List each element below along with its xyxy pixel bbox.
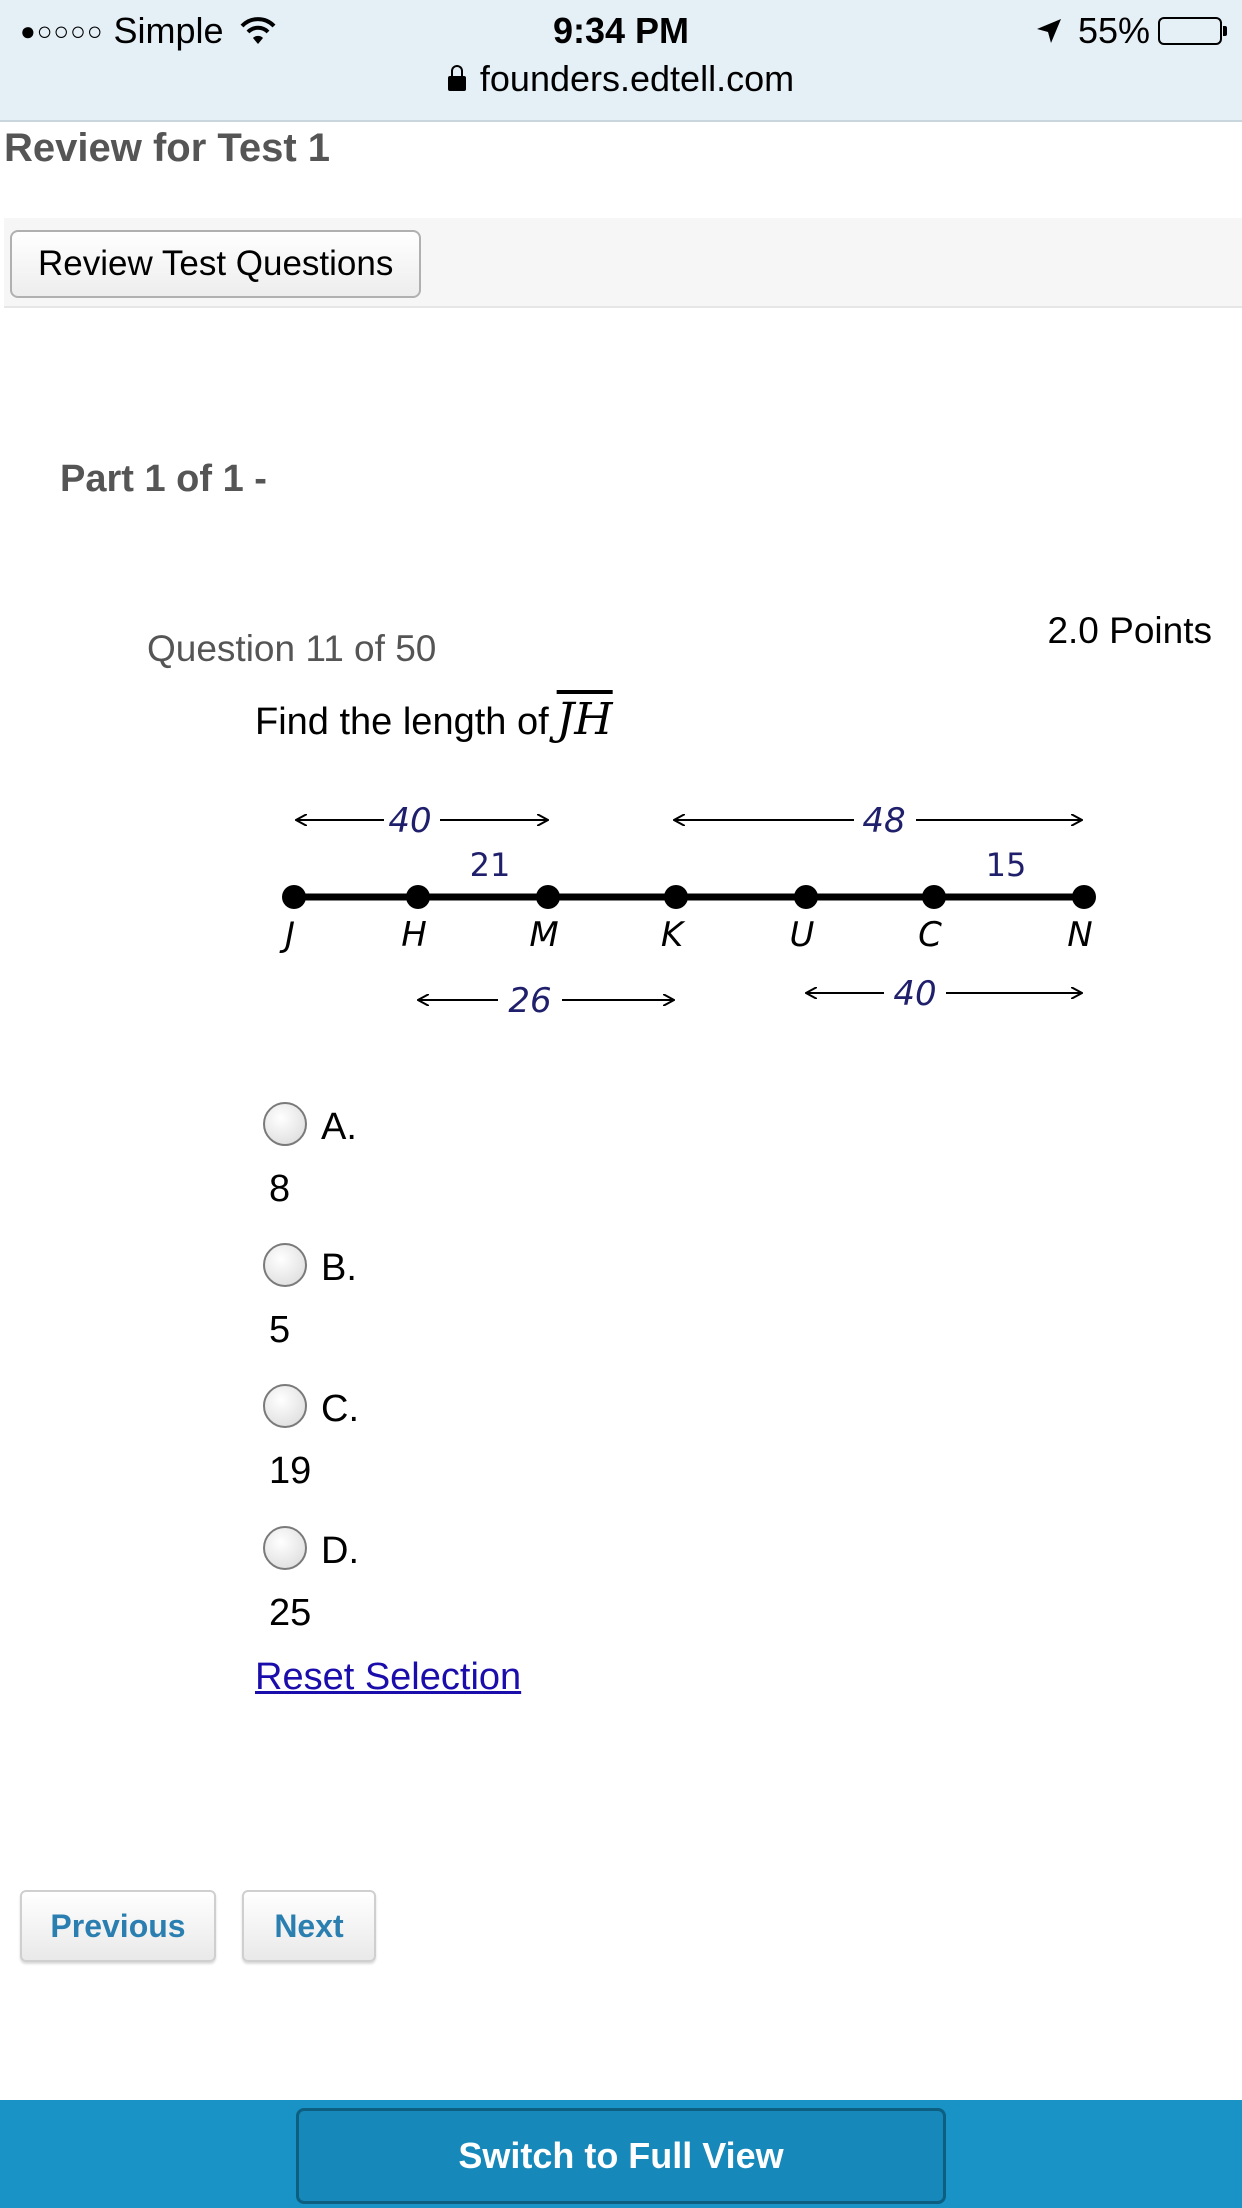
question-points: 2.0 Points [1047, 610, 1212, 651]
question-prompt [255, 694, 613, 745]
signal-strength-icon: ●○○○○ [20, 15, 104, 46]
radio-option-a[interactable] [263, 1102, 307, 1146]
browser-status-bar [0, 0, 1242, 122]
option-value: 5 [269, 1309, 291, 1351]
footer-bar [0, 2100, 1242, 2208]
carrier-name: Simple [113, 10, 224, 51]
option-value: 19 [269, 1450, 312, 1492]
point-label-n: N [1067, 915, 1093, 955]
segment-label-hm: 21 [469, 846, 511, 884]
toolbar [4, 218, 1242, 308]
point-label-j: J [284, 915, 296, 955]
prompt-text: Find the length of [255, 701, 549, 743]
radio-option-c[interactable] [263, 1384, 307, 1428]
part-title: Part 1 of 1 - [60, 458, 267, 500]
option-letter: D. [321, 1530, 359, 1572]
point-m [536, 885, 560, 909]
next-button[interactable]: Next [242, 1890, 376, 1962]
radio-option-b[interactable] [263, 1243, 307, 1287]
radio-option-d[interactable] [263, 1526, 307, 1570]
line-point-labels [279, 915, 1093, 955]
option-letter: A. [321, 1106, 357, 1148]
page-title: Review for Test 1 [4, 126, 331, 170]
url-text: founders.edtell.com [479, 58, 795, 99]
point-j [282, 885, 306, 909]
question-number: Question 11 of 50 [147, 628, 437, 669]
segment-name: $\overline{JH}$ [556, 694, 613, 745]
review-test-questions-button[interactable]: Review Test Questions [10, 230, 421, 298]
battery-icon [1158, 17, 1222, 45]
point-h [406, 885, 430, 909]
option-value: 8 [269, 1168, 291, 1210]
status-right [1034, 10, 1222, 52]
measure-label-jm: 40 [388, 801, 432, 841]
point-label-k: K [660, 915, 684, 955]
point-k [664, 885, 688, 909]
point-u [794, 885, 818, 909]
address-bar[interactable] [0, 58, 1242, 100]
point-c [922, 885, 946, 909]
battery-percent: 55% [1077, 10, 1150, 51]
measure-label-kn: 48 [862, 801, 906, 841]
reset-selection-link[interactable]: Reset Selection [255, 1656, 522, 1698]
number-line-diagram [270, 790, 1110, 1030]
point-label-c: C [918, 915, 942, 955]
segment-label-cn: 15 [985, 846, 1027, 884]
location-arrow-icon [1034, 16, 1064, 46]
option-value: 25 [269, 1592, 312, 1634]
previous-button[interactable]: Previous [20, 1890, 216, 1962]
option-letter: C. [321, 1388, 359, 1430]
switch-to-full-view-button[interactable]: Switch to Full View [296, 2108, 946, 2204]
clock: 9:34 PM [552, 10, 690, 51]
point-label-m: M [529, 915, 559, 955]
lock-icon [448, 76, 466, 91]
point-label-h: H [401, 915, 427, 955]
point-n [1072, 885, 1096, 909]
option-letter: B. [321, 1247, 357, 1289]
measure-label-hk: 26 [508, 981, 552, 1021]
point-label-u: U [789, 915, 815, 955]
measure-label-un: 40 [893, 974, 937, 1014]
